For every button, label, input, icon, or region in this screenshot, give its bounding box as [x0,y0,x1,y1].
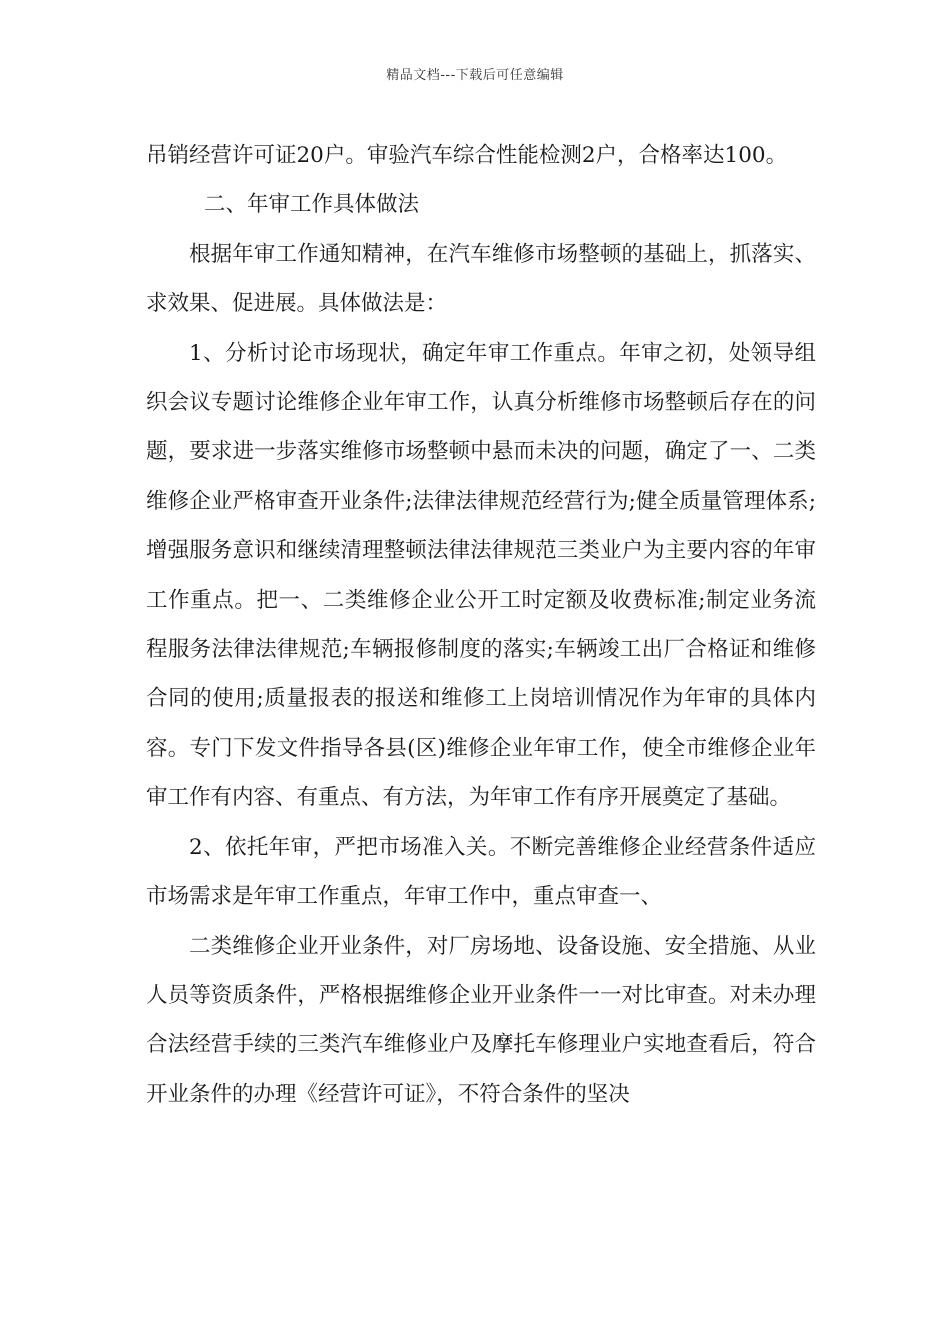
section-heading: 二、年审工作具体做法 [204,192,420,218]
paragraph-4: 1、分析讨论市场现状，确定年审工作重点。年审之初，处领导组织会议专题讨论维修企业年审工作，认真分析维修市场整顿后存在的问题，要求进一步落实维修市场整顿中悬而未决的问题，确定了一、二类维修企业严格审查开业条件;法律法律规范经营行为;健全质量管理体系;增强服务意识和继续清理整顿法律法律规范三类业户为主要内容的年审工作重点。把一、二类维修企业公开工时定额及收费标准;制定业务流程服务法律法律规范;车辆报修制度的落实;车辆竣工出厂合格证和维修合同的使用;质量报表的报送和维修工上岗培训情况作为年审的具体内容。专门下发文件指导各县(区)维修企业年审工作，使全市维修企业年审工作有内容、有重点、有方法，为年审工作有序开展奠定了基础。 [146,340,816,811]
paragraph-3: 根据年审工作通知精神，在汽车维修市场整顿的基础上，抓落实、求效果、促进展。具体做法是： [146,241,816,317]
page-header: 精品文档---下载后可任意编辑 [386,68,564,83]
paragraph-6: 二类维修企业开业条件，对厂房场地、设备设施、安全措施、从业人员等资质条件，严格根据维修企业开业条件一一对比审查。对未办理合法经营手续的三类汽车维修业户及摩托车修理业户实地查看后，符合开业条件的办理《经营许可证》，不符合条件的坚决 [146,933,816,1107]
paragraph-1: 吊销经营许可证20户。审验汽车综合性能检测2户，合格率达100。 [146,143,788,168]
document-body [146,131,816,1119]
paragraph-5: 2、依托年审，严把市场准入关。不断完善维修企业经营条件适应市场需求是年审工作重点，年审工作中，重点审查一、 [146,834,816,910]
